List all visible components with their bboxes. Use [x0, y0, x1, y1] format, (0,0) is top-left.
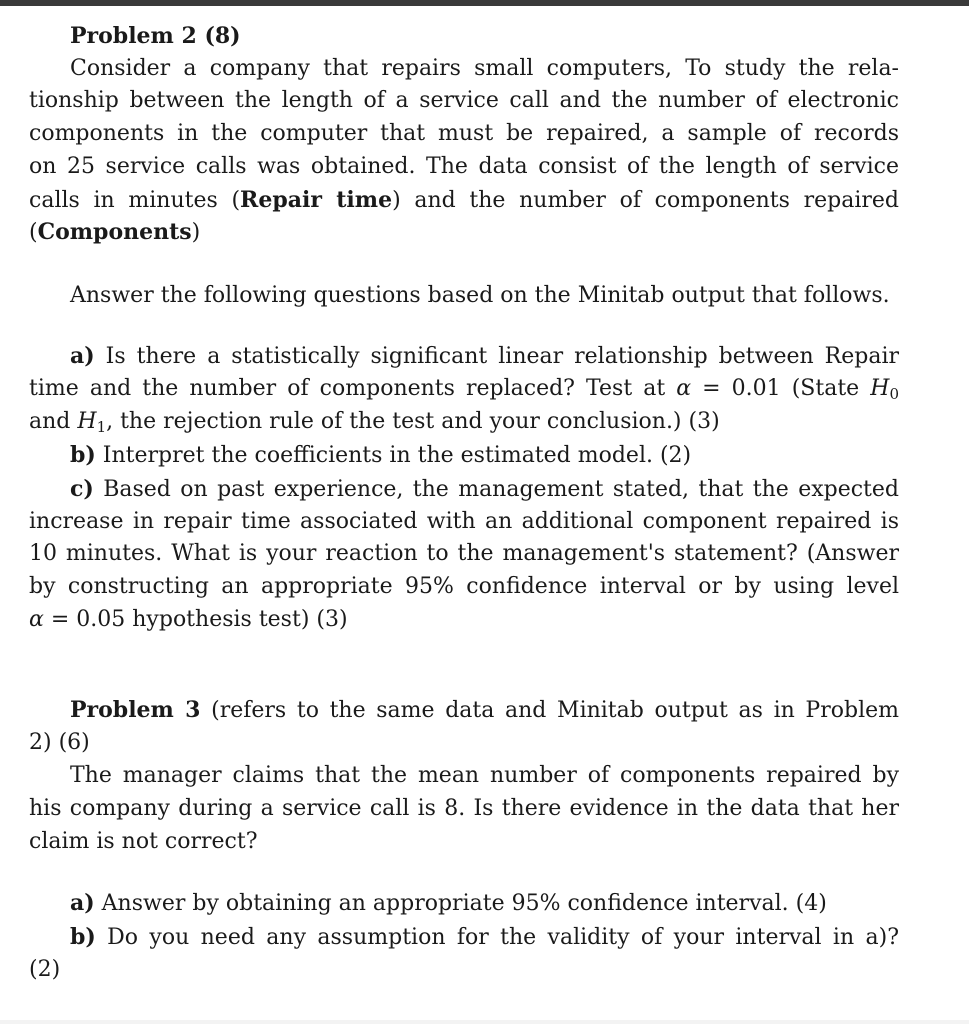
problem2-instruction: Answer the following questions based on the Minitab output that follows.: [70, 283, 890, 308]
problem2-intro-line: (Components): [29, 219, 201, 245]
problem3-part-a: a) Answer by obtaining an appropriate 95% confidence interval. (4): [70, 890, 827, 916]
problem3-part-b-line: (2): [29, 957, 61, 982]
problem3-part-b-line: b) Do you need any assumption for the validity of your interval in a)?: [70, 924, 899, 950]
problem2-part-a-line: a) Is there a statistically significant linear relationship between Repair: [70, 343, 899, 369]
problem2-part-a-line: time and the number of components replaced? Test at α = 0.01 (State $H_0$: [29, 376, 899, 403]
problem3-claim-line: claim is not correct?: [29, 829, 258, 854]
problem2-part-c-line: 10 minutes. What is your reaction to the management's statement? (Answer: [29, 541, 899, 566]
problem2-intro-line: calls in minutes (Repair time) and the number of components repaired: [29, 187, 900, 213]
problem3-claim-line: his company during a service call is 8. Is there evidence in the data that her: [29, 796, 899, 821]
problem2-part-a-line: and $H_1$, the rejection rule of the test and your conclusion.) (3): [29, 409, 720, 436]
problem2-intro-line: components in the computer that must be repaired, a sample of records: [29, 121, 899, 146]
problem2-part-b: b) Interpret the coefficients in the estimated model. (2): [70, 442, 692, 468]
problem2-intro-line: on 25 service calls was obtained. The data consist of the length of service: [29, 154, 899, 179]
problem2-title: Problem 2 (8): [70, 23, 241, 49]
problem3-claim-line: The manager claims that the mean number of components repaired by: [70, 763, 899, 788]
top-bar: [0, 0, 969, 6]
problem2-part-c-line: by constructing an appropriate 95% confidence interval or by using level: [29, 574, 899, 599]
problem2-intro-line: tionship between the length of a service call and the number of electronic: [29, 88, 899, 113]
problem2-intro-line: Consider a company that repairs small computers, To study the rela-: [70, 56, 899, 81]
problem2-part-c-line: α = 0.05 hypothesis test) (3): [29, 607, 348, 632]
problem3-intro-line: 2) (6): [29, 730, 90, 755]
problem3-heading: Problem 3 (refers to the same data and Minitab output as in Problem: [70, 697, 899, 723]
problem2-part-c-line: increase in repair time associated with an additional component repaired is: [29, 509, 899, 534]
bottom-band: [0, 1020, 969, 1024]
problem2-part-c-line: c) Based on past experience, the management stated, that the expected: [70, 476, 899, 502]
